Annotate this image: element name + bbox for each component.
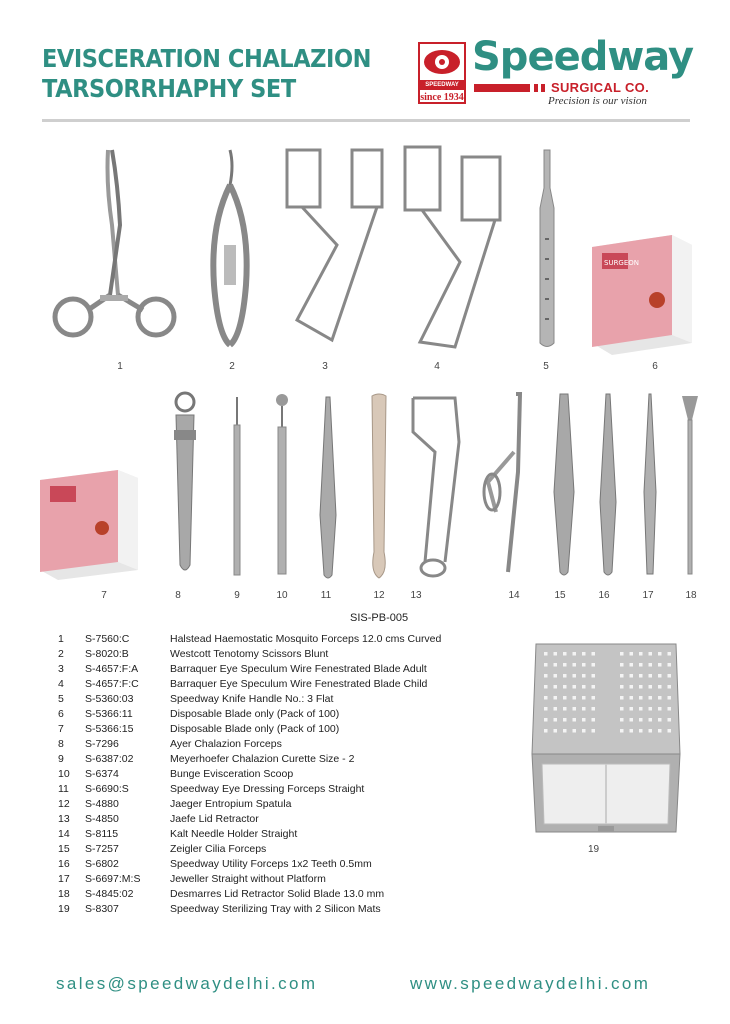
needle-holder-image xyxy=(478,392,534,582)
list-item xyxy=(58,872,478,887)
list-item xyxy=(58,722,478,737)
item-number: 9 xyxy=(58,753,64,765)
figure-number: 17 xyxy=(642,590,654,601)
list-item xyxy=(58,767,478,782)
item-description: Disposable Blade only (Pack of 100) xyxy=(170,723,340,735)
item-description: Disposable Blade only (Pack of 100) xyxy=(170,708,340,720)
item-description: Jeweller Straight without Platform xyxy=(170,873,326,885)
item-number: 1 xyxy=(58,633,64,645)
jeweller-forceps-image xyxy=(640,392,660,580)
logo-since: since 1934 xyxy=(420,92,464,103)
item-number: 14 xyxy=(58,828,70,840)
blade-box-label: SURGEON xyxy=(604,259,640,267)
list-item xyxy=(58,677,478,692)
item-number: 6 xyxy=(58,708,64,720)
figure-number: 16 xyxy=(598,590,610,601)
item-code: S-4845:02 xyxy=(85,888,134,900)
figure-number: 4 xyxy=(434,361,440,372)
figure-number: 5 xyxy=(543,361,549,372)
item-code: S-4850 xyxy=(85,813,119,825)
item-number: 15 xyxy=(58,843,70,855)
item-number: 8 xyxy=(58,738,64,750)
item-description: Bunge Evisceration Scoop xyxy=(170,768,294,780)
list-item xyxy=(58,692,478,707)
figure-number: 9 xyxy=(234,590,240,601)
figure-number: 15 xyxy=(554,590,566,601)
set-code: SIS-PB-005 xyxy=(350,612,409,624)
item-description: Speedway Utility Forceps 1x2 Teeth 0.5mm xyxy=(170,858,372,870)
item-description: Ayer Chalazion Forceps xyxy=(170,738,282,750)
item-code: S-8020:B xyxy=(85,648,129,660)
item-number: 18 xyxy=(58,888,70,900)
list-item xyxy=(58,827,478,842)
entropium-spatula-image xyxy=(366,392,392,582)
item-code: S-6697:M:S xyxy=(85,873,141,885)
page-title xyxy=(42,44,371,104)
item-number: 16 xyxy=(58,858,70,870)
item-number: 12 xyxy=(58,798,70,810)
figure-number: 3 xyxy=(322,361,328,372)
figure-number: 8 xyxy=(175,590,181,601)
list-item xyxy=(58,647,478,662)
list-item xyxy=(58,632,478,647)
item-description: Westcott Tenotomy Scissors Blunt xyxy=(170,648,329,660)
item-number: 5 xyxy=(58,693,64,705)
instrument-list xyxy=(58,632,478,917)
item-number: 17 xyxy=(58,873,70,885)
list-item xyxy=(58,857,478,872)
item-number: 11 xyxy=(58,783,69,795)
item-description: Jaefe Lid Retractor xyxy=(170,813,259,825)
item-code: S-6374 xyxy=(85,768,119,780)
list-item xyxy=(58,707,478,722)
chalazion-forceps-image xyxy=(170,390,200,580)
item-code: S-7257 xyxy=(85,843,119,855)
item-code: S-7296 xyxy=(85,738,119,750)
header-divider xyxy=(42,119,690,122)
logo-badge-text: SPEEDWAY xyxy=(420,80,464,90)
desmarres-retractor-image xyxy=(680,392,700,580)
westcott-scissors-image xyxy=(200,145,260,350)
figure-number: 6 xyxy=(652,361,658,372)
figure-number: 12 xyxy=(373,590,385,601)
figure-number: 10 xyxy=(276,590,288,601)
item-number: 10 xyxy=(58,768,70,780)
utility-forceps-image xyxy=(596,392,620,580)
list-item xyxy=(58,797,478,812)
logo-bars xyxy=(474,84,548,92)
item-number: 2 xyxy=(58,648,64,660)
mosquito-forceps-image xyxy=(48,145,188,345)
item-description: Speedway Knife Handle No.: 3 Flat xyxy=(170,693,334,705)
figure-number: 19 xyxy=(588,844,600,855)
item-number: 4 xyxy=(58,678,64,690)
logo-tagline: Precision is our vision xyxy=(548,95,647,107)
item-description: Desmarres Lid Retractor Solid Blade 13.0 mm xyxy=(170,888,385,900)
list-item xyxy=(58,812,478,827)
footer-website[interactable]: www.speedwaydelhi.com xyxy=(410,974,651,993)
item-code: S-4880 xyxy=(85,798,119,810)
list-item xyxy=(58,782,478,797)
cilia-forceps-image xyxy=(550,392,578,580)
item-code: S-7560:C xyxy=(85,633,130,645)
item-number: 7 xyxy=(58,723,64,735)
title-line-2: TARSORRHAPHY SET xyxy=(42,74,296,103)
logo-name: Speedway xyxy=(472,34,694,80)
dressing-forceps-image xyxy=(316,395,340,583)
item-code: S-4657:F:A xyxy=(85,663,139,675)
figure-number: 11 xyxy=(320,590,332,601)
item-code: S-8115 xyxy=(85,828,119,840)
list-item xyxy=(58,887,478,902)
item-description: Jaeger Entropium Spatula xyxy=(170,798,292,810)
list-item xyxy=(58,752,478,767)
figure-number: 18 xyxy=(685,590,697,601)
item-code: S-5366:11 xyxy=(85,708,133,720)
list-item xyxy=(58,902,478,917)
item-number: 13 xyxy=(58,813,70,825)
speculum-adult-image xyxy=(282,145,387,350)
item-description: Kalt Needle Holder Straight xyxy=(170,828,298,840)
eye-icon xyxy=(424,50,460,74)
item-code: S-6387:02 xyxy=(85,753,134,765)
figure-number: 2 xyxy=(229,361,235,372)
item-code: S-8307 xyxy=(85,903,119,915)
item-code: S-5360:03 xyxy=(85,693,134,705)
list-item xyxy=(58,662,478,677)
figure-number: 1 xyxy=(117,361,123,372)
item-code: S-5366:15 xyxy=(85,723,134,735)
speculum-child-image xyxy=(400,142,505,352)
list-item xyxy=(58,737,478,752)
logo-subtitle: SURGICAL CO. xyxy=(551,80,649,95)
item-code: S-6690:S xyxy=(85,783,129,795)
item-number: 3 xyxy=(58,663,64,675)
chalazion-curette-image xyxy=(230,395,244,580)
item-code: S-6802 xyxy=(85,858,119,870)
item-number: 19 xyxy=(58,903,70,915)
item-description: Speedway Eye Dressing Forceps Straight xyxy=(170,783,365,795)
lid-retractor-image xyxy=(405,392,467,582)
item-description: Halstead Haemostatic Mosquito Forceps 12.0 cms Curved xyxy=(170,633,442,645)
company-logo xyxy=(418,34,694,107)
evisceration-scoop-image xyxy=(272,392,292,580)
knife-handle-image xyxy=(532,148,562,353)
blade-box-15-image xyxy=(40,470,140,580)
blade-box-11-image xyxy=(592,235,694,355)
figure-number: 7 xyxy=(101,590,107,601)
item-description: Barraquer Eye Speculum Wire Fenestrated Blade Child xyxy=(170,678,428,690)
title-line-1: EVISCERATION CHALAZION xyxy=(42,44,372,73)
footer-email[interactable]: sales@speedwaydelhi.com xyxy=(56,974,318,993)
item-description: Zeigler Cilia Forceps xyxy=(170,843,267,855)
item-description: Barraquer Eye Speculum Wire Fenestrated Blade Adult xyxy=(170,663,427,675)
figure-number: 13 xyxy=(410,590,422,601)
figure-number: 14 xyxy=(508,590,520,601)
item-code: S-4657:F:C xyxy=(85,678,139,690)
item-description: Meyerhoefer Chalazion Curette Size - 2 xyxy=(170,753,355,765)
sterilizing-tray-image xyxy=(528,642,683,845)
item-description: Speedway Sterilizing Tray with 2 Silicon Mats xyxy=(170,903,381,915)
list-item xyxy=(58,842,478,857)
